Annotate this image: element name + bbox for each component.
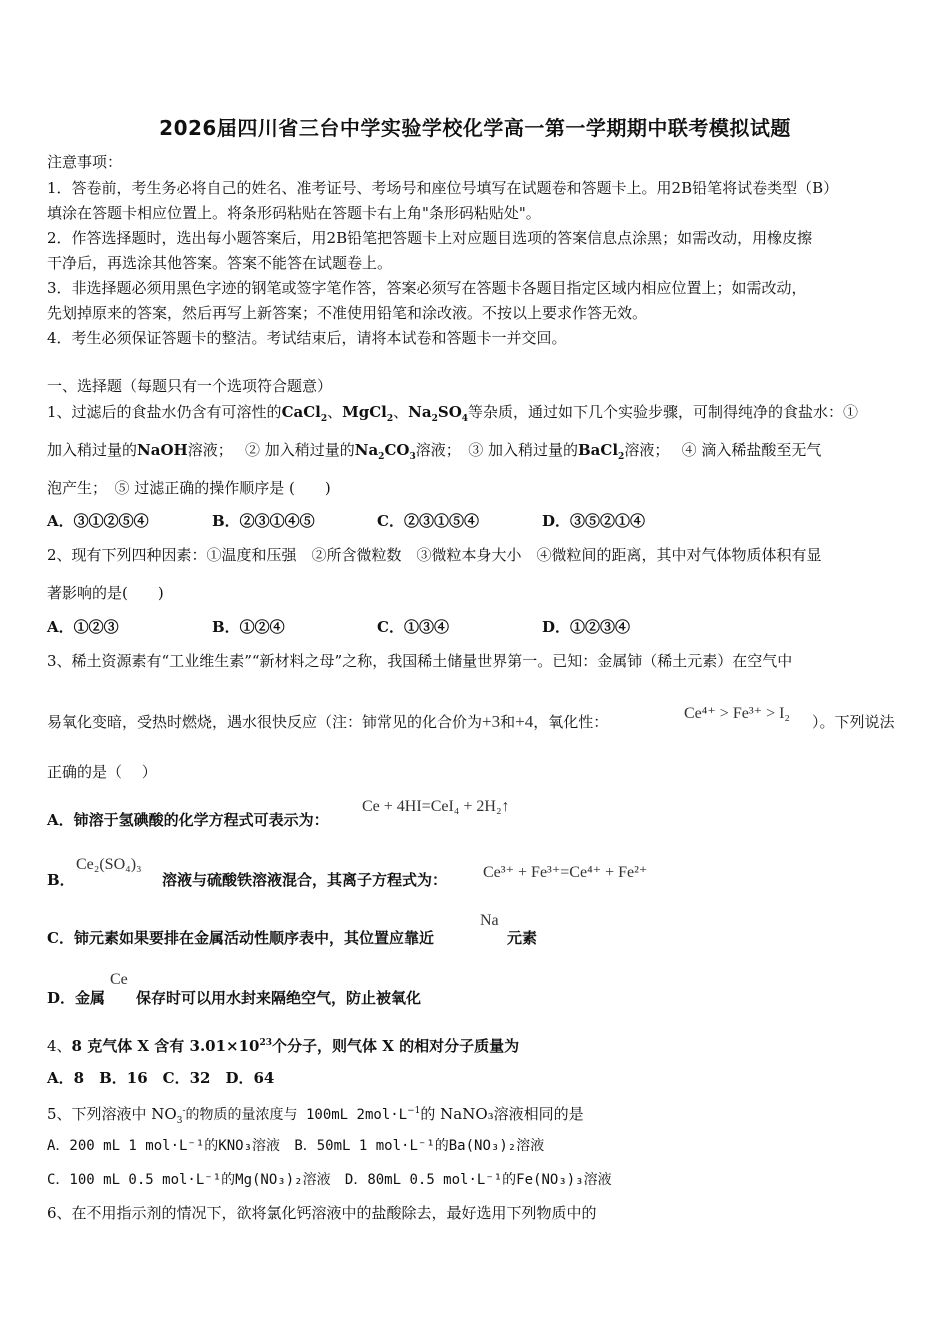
- q5-sup: -: [182, 1106, 186, 1116]
- notice-line-4: 干净后，再选涂其他答案。答案不能答在试题卷上。: [47, 254, 393, 272]
- q2-option-a[interactable]: A．①②③: [47, 618, 119, 636]
- q1-l2-b: 溶液； ② 加入稍过量的: [187, 441, 355, 459]
- q3-oxidation-order: Ce⁴⁺ > Fe³⁺ > I₂: [684, 705, 790, 722]
- q3-option-a[interactable]: A．铈溶于氢碘酸的化学方程式可表示为：: [47, 811, 329, 829]
- q5-option-d[interactable]: D．80mL 0.5 mol·L⁻¹的Fe(NO₃)₃溶液: [344, 1172, 612, 1188]
- q5-text-b: 的物质的量浓度与 100mL 2mol·L: [185, 1107, 408, 1123]
- q5-options-row-2: [47, 1169, 612, 1190]
- q1-na2co3: $Na_2CO_3$: [354, 441, 416, 462]
- page-title: 2026届四川省三台中学实验学校化学高一第一学期期中联考模拟试题: [159, 116, 791, 140]
- notice-line-2: 填涂在答题卡相应位置上。将条形码粘贴在答题卡右上角"条形码粘贴处"。: [47, 204, 541, 222]
- q3-line-2: [47, 712, 608, 732]
- q1-na2so4: $Na_2SO_4$: [408, 403, 469, 424]
- q4-options[interactable]: A．8 B．16 C．32 D．64: [47, 1069, 275, 1087]
- q3-option-a-formula: Ce + 4HI=CeI₄ + 2H₂↑: [362, 798, 510, 815]
- q3-option-d[interactable]: D．金属: [47, 989, 106, 1007]
- q5-sub: 3: [176, 1116, 183, 1126]
- q4-number: 4、: [47, 1037, 72, 1055]
- q3-option-b-text: 溶液与硫酸铁溶液混合，其离子方程式为：: [162, 871, 448, 889]
- q1-option-b[interactable]: B．②③①④⑤: [212, 512, 315, 530]
- notice-heading: 注意事项：: [47, 153, 123, 171]
- notice-line-3: 2．作答选择题时，选出每小题答案后，用2B铅笔把答题卡上对应题目选项的答案信息点涂黑；如需改动，用橡皮擦: [47, 229, 813, 247]
- q1-l2-g: 溶液； ④ 滴入稀盐酸至无气: [624, 441, 822, 459]
- q3-option-c-formula: Na: [480, 912, 499, 929]
- section-heading: 一、选择题（每题只有一个选项符合题意）: [47, 377, 333, 395]
- notice-line-5: 3．非选择题必须用黑色字迹的钢笔或签字笔作答，答案必须写在答题卡各题目指定区域内相应位置上；如需改动，: [47, 279, 807, 297]
- q1-option-c[interactable]: C．②③①⑤④: [377, 512, 479, 530]
- q1-line-3: 泡产生； ⑤ 过滤正确的操作顺序是 ( ): [47, 479, 331, 497]
- q1-text-a: 过滤后的食盐水仍含有可溶性的: [71, 403, 282, 421]
- q1-line-2: [47, 440, 821, 467]
- q5-text-c: 的 NaNO₃溶液相同的是: [420, 1105, 584, 1123]
- q3-line-3: 正确的是（ ）: [47, 763, 157, 781]
- q2-option-d[interactable]: D．①②③④: [542, 618, 631, 636]
- q5-text-a: 5、下列溶液中 NO: [47, 1105, 177, 1123]
- q2-option-b[interactable]: B．①②④: [212, 618, 285, 636]
- q1-text-b: 等杂质，通过如下几个实验步骤，可制得纯净的食盐水：①: [468, 403, 859, 421]
- q3-option-b-formula-2: Ce³⁺ + Fe³⁺=Ce⁴⁺ + Fe²⁺: [483, 864, 648, 881]
- q3-option-c-text-2: 元素: [507, 929, 538, 947]
- q3-valence-4: +4: [515, 712, 534, 731]
- q1-cacl2: CaCl$_2$: [281, 403, 328, 424]
- q1-bacl2: BaCl$_2$: [578, 441, 625, 462]
- q1-l2-e: 溶液； ③ 加入稍过量的: [415, 441, 578, 459]
- q2-option-c[interactable]: C．①③④: [377, 618, 449, 636]
- q5-option-c[interactable]: C．100 mL 0.5 mol·L⁻¹的Mg(NO₃)₂溶液: [47, 1172, 331, 1188]
- q3-l2-d: ）。下列说法: [812, 713, 895, 731]
- q3-option-c[interactable]: C．铈元素如果要排在金属活动性顺序表中，其位置应靠近: [47, 929, 434, 947]
- q2-line-2: 著影响的是( ): [47, 584, 164, 602]
- q3-option-d-formula: Ce: [110, 971, 128, 988]
- q1-line-1: [47, 402, 858, 429]
- q1-sep-2: 、: [393, 403, 409, 421]
- q3-line-1: 3、稀土资源素有“工业维生素”“新材料之母”之称，我国稀土储量世界第一。已知：金属铈（稀土元素）在空气中: [47, 652, 793, 670]
- q4-text-b: 个分子，则气体 X 的相对分子质量为: [272, 1037, 520, 1055]
- notice-line-6: 先划掉原来的答案，然后再写上新答案；不准使用铅笔和涂改液。不按以上要求作答无效。: [47, 304, 648, 322]
- q6-line-1: 6、在不用指示剂的情况下，欲将氯化钙溶液中的盐酸除去，最好选用下列物质中的: [47, 1204, 597, 1222]
- q1-mgcl2: MgCl$_2$: [342, 403, 394, 424]
- q1-naoh: NaOH: [137, 441, 188, 459]
- notice-line-7: 4．考生必须保证答题卡的整洁。考试结束后，请将本试卷和答题卡一并交回。: [47, 329, 567, 347]
- q2-line-1: 2、现有下列四种因素：①温度和压强 ②所含微粒数 ③微粒本身大小 ④微粒间的距离，其中对气体物质体积有显: [47, 546, 822, 564]
- q3-option-b-formula-1: Ce₂(SO₄)₃: [76, 856, 142, 873]
- q5-options-row-1: [47, 1135, 544, 1156]
- q5-option-a[interactable]: A．200 mL 1 mol·L⁻¹的KNO₃溶液: [47, 1138, 281, 1154]
- q1-sep-1: 、: [327, 403, 343, 421]
- q1-l2-a: 加入稍过量的: [47, 441, 138, 459]
- q3-option-b[interactable]: B．: [47, 871, 75, 889]
- q3-option-d-text-2: 保存时可以用水封来隔绝空气，防止被氧化: [136, 989, 422, 1007]
- q1-option-a[interactable]: A．③①②⑤④: [47, 512, 149, 530]
- q5-sup-2: −1: [407, 1106, 421, 1116]
- q4-line-1: [47, 1033, 519, 1056]
- q1-number: 1、: [47, 403, 72, 421]
- q4-exponent: 23: [259, 1038, 273, 1048]
- notice-line-1: 1．答卷前，考生务必将自己的姓名、准考证号、考场号和座位号填写在试题卷和答题卡上。用2B铅笔将试卷类型（B）: [47, 179, 839, 197]
- q5-line-1: [47, 1101, 584, 1131]
- q3-valence-3: +3: [482, 712, 501, 731]
- q3-l2-c: ，氧化性：: [533, 713, 609, 731]
- q4-text-a: 8 克气体 X 含有 3.01×10: [71, 1037, 260, 1055]
- q3-l2-b: 和: [500, 713, 516, 731]
- q3-l2-a: 易氧化变暗，受热时燃烧，遇水很快反应（注：铈常见的化合价为: [47, 713, 483, 731]
- q5-option-b[interactable]: B．50mL 1 mol·L⁻¹的Ba(NO₃)₂溶液: [294, 1138, 545, 1154]
- q1-option-d[interactable]: D．③⑤②①④: [542, 512, 646, 530]
